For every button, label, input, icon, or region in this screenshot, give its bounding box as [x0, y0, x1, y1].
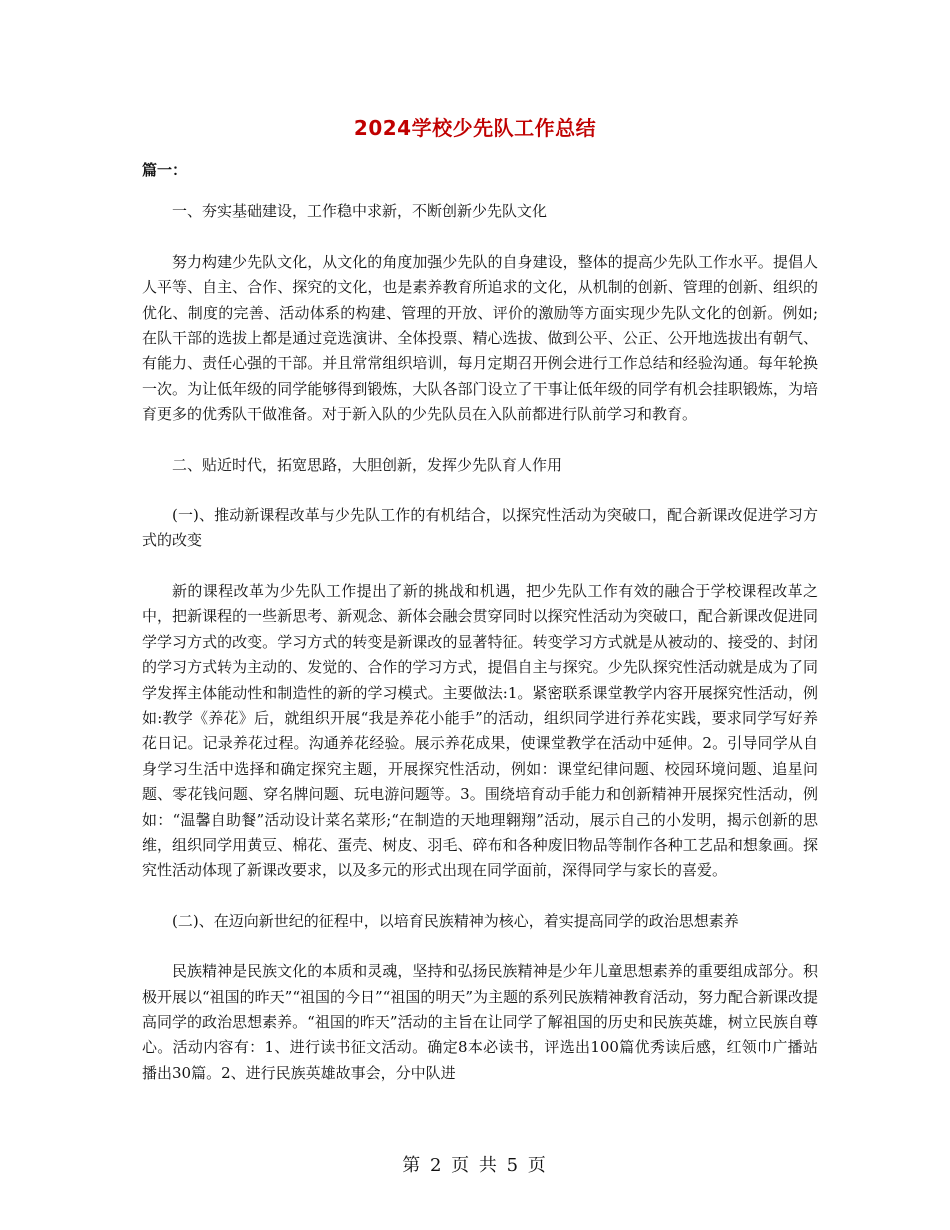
page-footer: 第 2 页 共 5 页 — [402, 1155, 548, 1176]
section-label: 篇一： — [142, 161, 188, 179]
paragraph-1: 努力构建少先队文化，从文化的角度加强少先队的自身建设，整体的提高少先队工作水平。提倡人人平等、自主、合作、探究的文化，也是素养教育所追求的文化，从机制的创新、管理的创新、组织的优化、制度的完善、活动体系的构建、管理的开放、评价的激励等方面实现少先队文化的创新。例如;在队干部的选拔上都是通过竞选演讲、全体投票、精心选拔、做到公平、公正、公开地选拔出有朝气、有能力、责任心强的干部。并且常常组织培训，每月定期召开例会进行工作总结和经验沟通。每年轮换一次。为让低年级的同学能够得到锻炼，大队各部门设立了干事让低年级的同学有机会挂职锻炼，为培育更多的优秀队干做准备。对于新入队的少先队员在入队前都进行队前学习和教育。 — [142, 252, 818, 424]
paragraph-3: 民族精神是民族文化的本质和灵魂，坚持和弘扬民族精神是少年儿童思想素养的重要组成部分。积极开展以“祖国的昨天”“祖国的今日”“祖国的明天”为主题的系列民族精神教育活动，努力配合新课改提高同学的政治思想素养。“祖国的昨天”活动的主旨在让同学了解祖国的历史和民族英雄，树立民族自尊心。活动内容有：1、进行读书征文活动。确定8本必读书，评选出100篇优秀读后感，红领巾广播站播出30篇。2、进行民族英雄故事会，分中队进 — [142, 962, 819, 1082]
subheading-2-2: (二)、在迈向新世纪的征程中，以培育民族精神为核心，着实提高同学的政治思想素养 — [172, 911, 739, 930]
subheading-2-1: (一)、推动新课程改革与少先队工作的有机结合，以探究性活动为突破口，配合新课改促进学习方式的改变 — [142, 506, 818, 550]
document-body — [142, 158, 818, 1111]
heading-2: 二、贴近时代，拓宽思路，大胆创新，发挥少先队育人作用 — [172, 455, 563, 474]
heading-1: 一、夯实基础建设，工作稳中求新，不断创新少先队文化 — [172, 202, 548, 221]
document-title: 2024学校少先队工作总结 — [353, 116, 597, 140]
paragraph-2: 新的课程改革为少先队工作提出了新的挑战和机遇，把少先队工作有效的融合于学校课程改革之中，把新课程的一些新思考、新观念、新体会融会贯穿同时以探究性活动为突破口，配合新课改促进同学学习方式的改变。学习方式的转变是新课改的显著特征。转变学习方式就是从被动的、接受的、封闭的学习方式转为主动的、发觉的、合作的学习方式，提倡自主与探究。少先队探究性活动就是成为了同学发挥主体能动性和制造性的新的学习模式。主要做法:1。紧密联系课堂教学内容开展探究性活动，例如:教学《养花》后，就组织开展“我是养花小能手”的活动，组织同学进行养花实践，要求同学写好养花日记。记录养花过程。沟通养花经验。展示养花成果，使课堂教学在活动中延伸。2。引导同学从自身学习生活中选择和确定探究主题，开展探究性活动，例如：课堂纪律问题、校园环境问题、追星问题、零花钱问题、穿名牌问题、玩电游问题等。3。围绕培育动手能力和创新精神开展探究性活动，例如：“温馨自助餐”活动设计菜名菜形;“在制造的天地理翱翔”活动，展示自己的小发明，揭示创新的思维，组织同学用黄豆、棉花、蛋壳、树皮、羽毛、碎布和各种废旧物品等制作各种工艺品和想象画。探究性活动体现了新课改要求，以及多元的形式出现在同学面前，深得同学与家长的喜爱。 — [142, 581, 818, 880]
